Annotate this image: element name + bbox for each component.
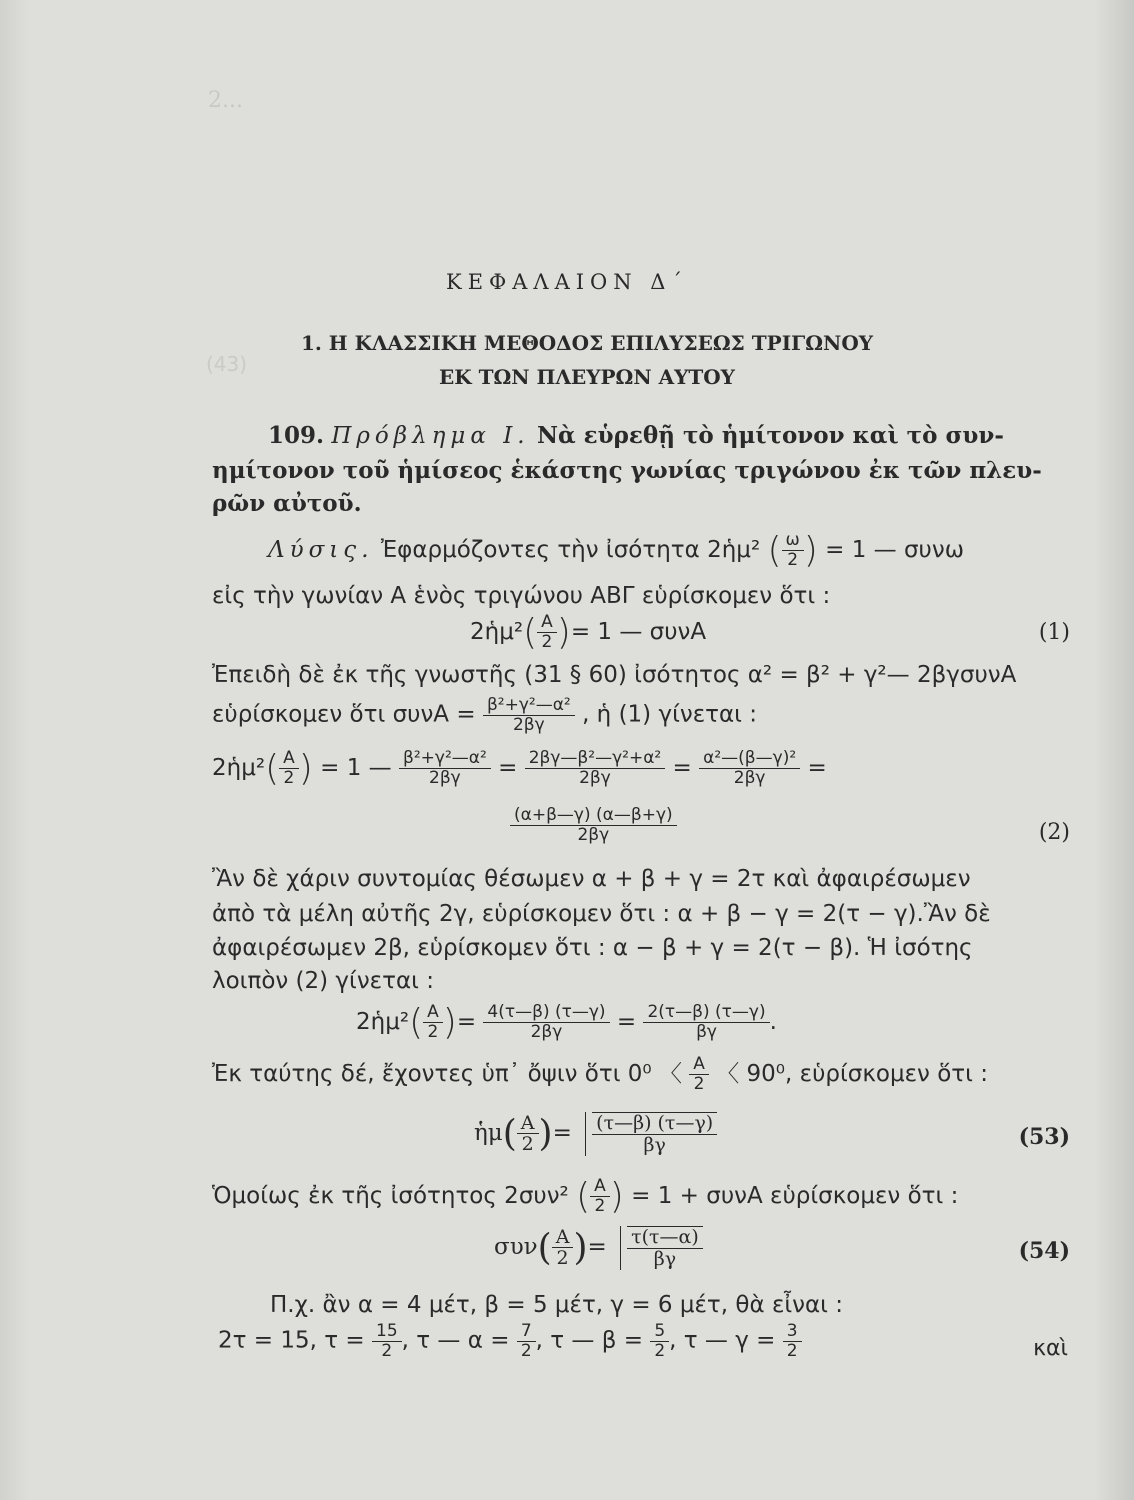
chapter-title: ΚΕΦΑΛΑΙΟΝ Δ΄: [446, 270, 688, 294]
fraction: $\frac{5}{2}$: [650, 1322, 669, 1360]
problem-text: Νὰ εὑρεθῇ τὸ ἡμίτονον καὶ τὸ συν-: [536, 422, 1004, 449]
equation-number-2: (2): [1038, 820, 1070, 845]
square-root: $\frac{(\tau—\beta) (\tau—\gamma)}{\beta\gamma}$: [585, 1112, 717, 1156]
problem-number: 109.: [268, 422, 325, 449]
bleed-through-equation: (43): [206, 352, 248, 376]
fraction: $\frac{A}{2}$: [537, 613, 557, 651]
bleed-through-page-number: 2...: [208, 88, 243, 113]
solution-line8: λοιπὸν (2) γίνεται :: [212, 968, 434, 994]
fraction: $\frac{\text{2βγ—β²—γ²+α²}}{2\beta\gamma}$: [525, 749, 666, 787]
fraction: $\frac{2(\tau—\beta) (\tau—\gamma)}{\beta\gamma}$: [643, 1003, 769, 1041]
equation-number-53: (53): [1018, 1124, 1070, 1150]
equation-2-line2: [510, 806, 677, 844]
solution-label: Λύσις.: [268, 537, 374, 563]
equation-number-54: (54): [1018, 1238, 1070, 1264]
fraction: $\frac{A}{2}$: [423, 1003, 443, 1041]
section-title-line1: 1. Η ΚΛΑΣΣΙΚΗ ΜΕΘΟΔΟΣ ΕΠΙΛΥΣΕΩΣ ΤΡΙΓΩΝΟΥ: [300, 331, 874, 355]
fraction: $\frac{7}{2}$: [517, 1322, 536, 1360]
fraction: $\frac{A}{2}$: [279, 749, 299, 787]
fraction: $\frac{\text{α²—(β—γ)²}}{2\beta\gamma}$: [699, 749, 800, 787]
solution-line6: ἀπὸ τὰ μέλη αὐτῆς 2γ, εὑρίσκομεν ὅτι : α + β − γ = 2(τ − γ).Ἂν δὲ: [212, 901, 991, 927]
fraction: $\frac{(\alpha+\beta—\gamma) (\alpha—\beta+\gamma)}{2\beta\gamma}$: [510, 806, 677, 844]
equation-3: 2ἡμ²( $\frac{A}{2}$ )= $\frac{4(\tau—\beta) (\tau—\gamma)}{2\beta\gamma}$ = $\frac{2(\tau—\beta) (\tau—\gamma)}{\beta\gamma}$ .: [356, 1002, 777, 1043]
fraction: $\frac{15}{2}$: [372, 1322, 402, 1360]
solution-line7: ἀφαιρέσωμεν 2β, εὑρίσκομεν ὅτι : α − β + γ = 2(τ − β). Ἡ ἰσότης: [212, 935, 973, 961]
solution-line2: εἰς τὴν γωνίαν Α ἑνὸς τριγώνου ΑΒΓ εὑρίσκομεν ὅτι :: [212, 583, 831, 609]
fraction: $\frac{3}{2}$: [783, 1322, 802, 1360]
equation-rhs: = 1 — συνω: [825, 537, 964, 563]
fraction: $\frac{\text{β²+γ²—α²}}{2\beta\gamma}$: [483, 696, 575, 734]
solution-line3: Ἐπειδὴ δὲ ἐκ τῆς γνωστῆς (31 § 60) ἰσότητος α² = β² + γ²— 2βγσυνΑ: [212, 662, 1017, 688]
fraction: $\frac{A}{2}$: [517, 1113, 539, 1156]
solution-line5: Ἂν δὲ χάριν συντομίας θέσωμεν α + β + γ = 2τ καὶ ἀφαιρέσωμεν: [212, 866, 971, 892]
fraction: $\frac{4(\tau—\beta) (\tau—\gamma)}{2\beta\gamma}$: [483, 1003, 609, 1041]
fraction: $\frac{A}{2}$: [552, 1227, 574, 1270]
solution-line4: εὑρίσκομεν ὅτι συνΑ = $\frac{\text{β²+γ²—α²}}{2\beta\gamma}$ , ἡ (1) γίνεται :: [212, 695, 757, 735]
equation-2-line1: 2ἡμ²( $\frac{A}{2}$ ) = 1 — $\frac{\text{β²+γ²—α²}}{2\beta\gamma}$ = $\frac{\text{2βγ—β²—γ²+α²}}{2\beta\gamma}$ = $\frac{\text{α²—(β—γ)²}}{2\beta\gamma}$ =: [212, 748, 827, 789]
solution-line11: Π.χ. ἂν α = 4 μέτ, β = 5 μέτ, γ = 6 μέτ, θὰ εἶναι :: [270, 1292, 844, 1318]
equation-1: 2ἡμ²( $\frac{A}{2}$ )= 1 — συνΑ: [470, 612, 707, 653]
solution-line12: 2τ = 15, τ = $\frac{15}{2}$ , τ — α = $\frac{7}{2}$ , τ — β = $\frac{5}{2}$ , τ — γ = $\frac{3}{2}$: [218, 1322, 802, 1360]
problem-statement-line2: ημίτονον τοῦ ἡμίσεος ἑκάστης γωνίας τριγώνου ἐκ τῶν πλευ-: [212, 457, 1042, 484]
solution-line10: Ὁμοίως ἐκ τῆς ἰσότητος 2συν² ( $\frac{A}{2}$ ) = 1 + συνΑ εὑρίσκομεν ὅτι :: [212, 1176, 959, 1217]
problem-statement-line3: ρῶν αὐτοῦ.: [212, 490, 362, 517]
fraction: $\frac{\omega}{2}$: [782, 531, 804, 569]
fraction: $\frac{A}{2}$: [590, 1177, 610, 1215]
square-root: $\frac{\tau(\tau—\alpha)}{\beta\gamma}$: [620, 1226, 703, 1270]
equation-54: συν( $\frac{A}{2}$ )= $\frac{\tau(\tau—\alpha)}{\beta\gamma}$: [494, 1226, 703, 1270]
solution-text: Ἐφαρμόζοντες τὴν ἰσότητα 2ἡμ²: [380, 537, 761, 563]
solution-line9: Ἐκ ταύτης δέ, ἔχοντες ὑπ᾿ ὄψιν ὅτι 0⁰ 〈 $\frac{A}{2}$ 〈 90⁰, εὑρίσκομεν ὅτι :: [212, 1054, 988, 1094]
fraction: $\frac{A}{2}$: [689, 1055, 709, 1093]
equation-number-1: (1): [1038, 620, 1070, 645]
solution-line12-end: καὶ: [1033, 1336, 1068, 1361]
solution-line1: Λύσις. Ἐφαρμόζοντες τὴν ἰσότητα 2ἡμ² ( $\frac{\omega}{2}$ ) = 1 — συνω: [268, 530, 964, 571]
section-title-line2: ΕΚ ΤΩΝ ΠΛΕΥΡΩΝ ΑΥΤΟΥ: [439, 365, 735, 389]
problem-label: Πρόβλημα Ι.: [331, 423, 530, 449]
fraction: $\frac{\text{β²+γ²—α²}}{2\beta\gamma}$: [399, 749, 491, 787]
equation-53: ἡμ( $\frac{A}{2}$ )= $\frac{(\tau—\beta) (\tau—\gamma)}{\beta\gamma}$: [474, 1112, 717, 1156]
problem-statement-line1: [268, 422, 1004, 449]
